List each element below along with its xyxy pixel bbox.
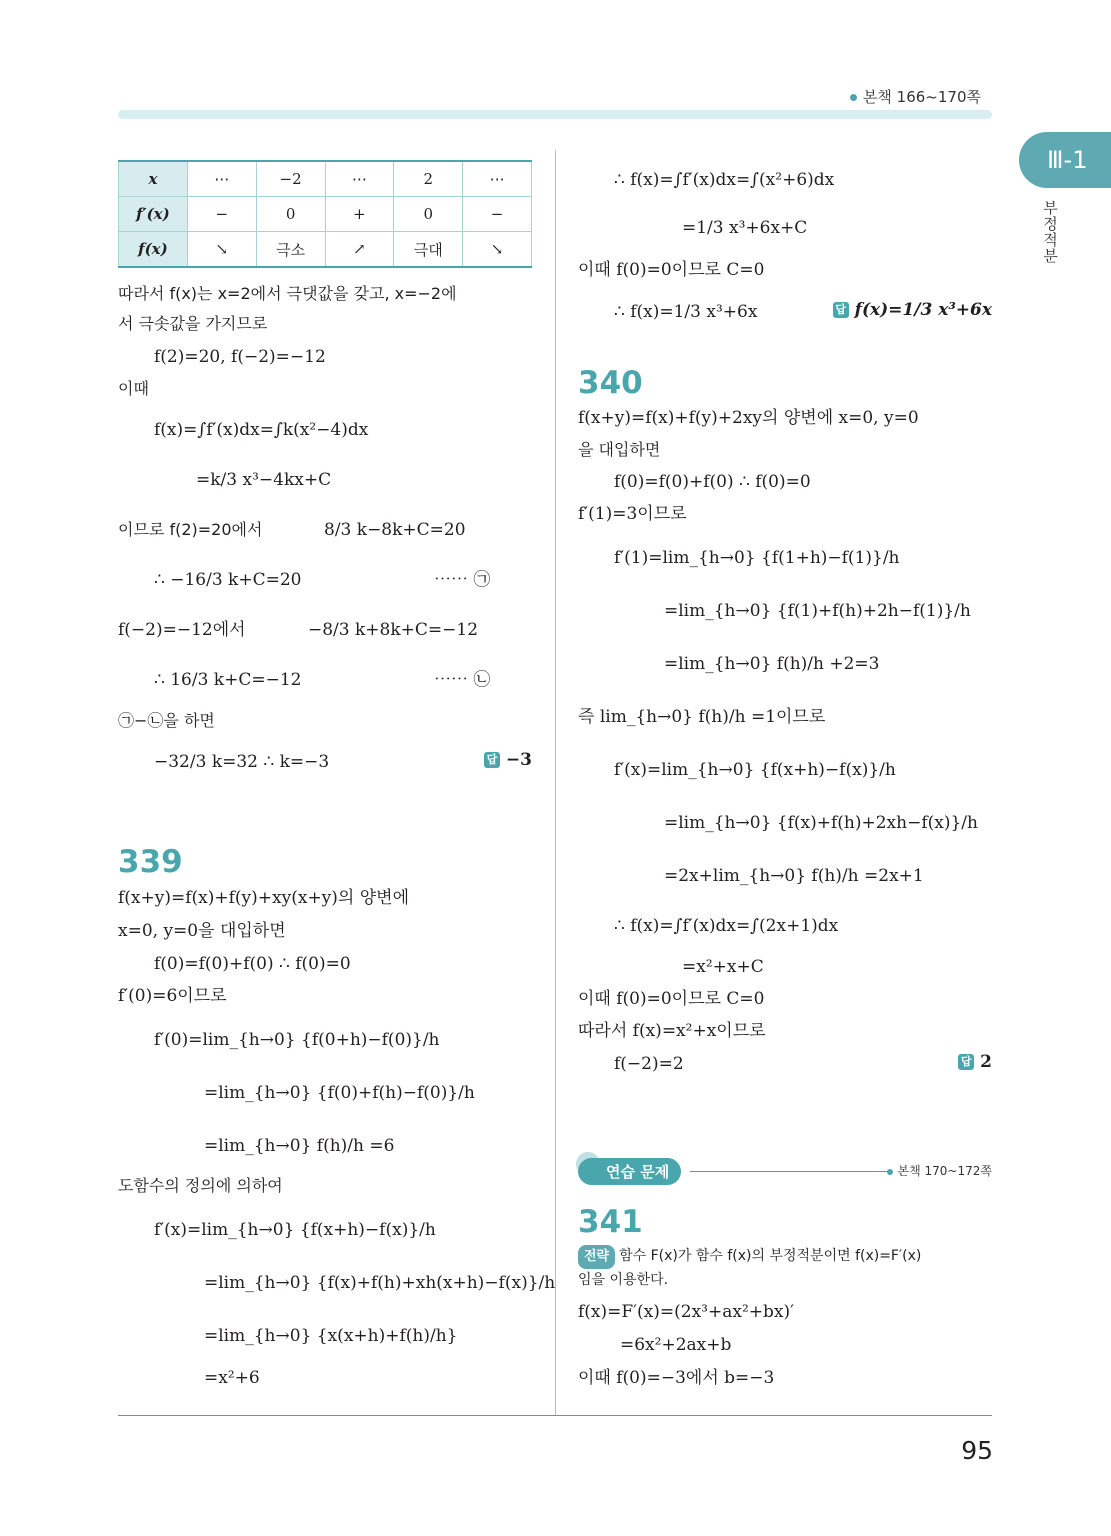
equation-line: =x²+6 [204, 1368, 260, 1388]
answer [484, 750, 532, 770]
strategy-line [578, 1244, 921, 1269]
table-cell: −2 [256, 161, 325, 197]
equation-line: ∴ f(x)=1/3 x³+6x [614, 302, 758, 322]
equation-line: f′(x)=lim_{h→0} {f(x+h)−f(x)}/h [614, 760, 896, 780]
practice-label: 연습 문제 [578, 1158, 681, 1185]
equation-line: 이때 f(0)=−3에서 b=−3 [578, 1368, 775, 1388]
table-cell: f(x) [119, 232, 188, 268]
equation-line: =6x²+2ax+b [620, 1335, 732, 1355]
equation-line: f′(1)=3이므로 [578, 504, 687, 524]
table-row [119, 197, 532, 232]
table-cell: 0 [394, 197, 463, 232]
chapter-tab-label: Ⅲ-1 [1047, 146, 1088, 174]
equation-line: f(x+y)=f(x)+f(y)+2xy의 양변에 x=0, y=0 [578, 408, 919, 428]
equation-marker: ⋯⋯ ㉠ [434, 570, 491, 590]
solution-line: ㉠−㉡을 하면 [118, 711, 215, 730]
equation-line: =2x+lim_{h→0} f(h)/h =2x+1 [664, 866, 924, 886]
equation-line: f′(1)=lim_{h→0} {f(1+h)−f(1)}/h [614, 548, 900, 568]
table-cell: ↗ [325, 232, 394, 268]
table-cell: ↘ [463, 232, 532, 268]
bullet-icon [850, 94, 857, 101]
strategy-line: 임을 이용한다. [578, 1272, 669, 1288]
table-cell: 0 [256, 197, 325, 232]
equation-line: =lim_{h→0} {f(x)+f(h)+xh(x+h)−f(x)}/h [204, 1273, 556, 1293]
header-bar [118, 110, 992, 119]
answer-icon: 답 [833, 302, 849, 318]
solution-line: 도함수의 정의에 의하여 [118, 1176, 283, 1195]
answer-icon: 답 [484, 752, 500, 768]
problem-number: 339 [118, 844, 183, 880]
solution-line: 을 대입하면 [578, 440, 661, 459]
equation-line: f′(x)=lim_{h→0} {f(x+h)−f(x)}/h [154, 1220, 436, 1240]
equation-line: ∴ f(x)=∫f′(x)dx=∫(2x+1)dx [614, 916, 839, 936]
equation-line: 8/3 k−8k+C=20 [324, 520, 466, 540]
equation-line: f′(0)=6이므로 [118, 986, 227, 1006]
practice-banner [578, 1154, 992, 1184]
table-cell: f′(x) [119, 197, 188, 232]
equation-line: =lim_{h→0} {f(1)+f(h)+2h−f(1)}/h [664, 601, 971, 621]
equation-line: f(x)=F′(x)=(2x³+ax²+bx)′ [578, 1302, 794, 1322]
chapter-reference-text: 본책 166~170쪽 [862, 88, 981, 106]
equation-line: =lim_{h→0} {f(0)+f(h)−f(0)}/h [204, 1083, 475, 1103]
table-cell: ⋯ [187, 161, 256, 197]
answer-icon: 답 [958, 1054, 974, 1070]
equation-line: =k/3 x³−4kx+C [196, 470, 332, 490]
solution-line: 따라서 f(x)는 x=2에서 극댓값을 갖고, x=−2에 [118, 284, 457, 303]
equation-line: f(0)=f(0)+f(0) ∴ f(0)=0 [154, 954, 351, 974]
equation-line: 즉 lim_{h→0} f(h)/h =1이므로 [578, 707, 826, 727]
equation-line: =lim_{h→0} {f(x)+f(h)+2xh−f(x)}/h [664, 813, 978, 833]
answer-value: 2 [980, 1052, 992, 1072]
strategy-text: 함수 F(x)가 함수 f(x)의 부정적분이면 f(x)=F′(x) [619, 1248, 922, 1264]
table-row [119, 232, 532, 268]
answer-value: −3 [505, 750, 532, 770]
equation-marker: ⋯⋯ ㉡ [434, 670, 491, 690]
table-cell: 2 [394, 161, 463, 197]
answer [958, 1052, 992, 1072]
equation-line: ∴ f(x)=∫f′(x)dx=∫(x²+6)dx [614, 170, 835, 190]
table-cell: ↘ [187, 232, 256, 268]
practice-rule [690, 1171, 890, 1172]
equation-line: f′(0)=lim_{h→0} {f(0+h)−f(0)}/h [154, 1030, 440, 1050]
bullet-icon [887, 1169, 893, 1175]
equation-line: =lim_{h→0} {x(x+h)+f(h)/h} [204, 1326, 458, 1346]
equation-line: f(x)=∫f′(x)dx=∫k(x²−4)dx [154, 420, 369, 440]
equation-line: f(x+y)=f(x)+f(y)+xy(x+y)의 양변에 [118, 888, 410, 908]
equation-line: 이때 f(0)=0이므로 C=0 [578, 260, 765, 280]
equation-line: x=0, y=0을 대입하면 [118, 921, 286, 941]
table-cell: ⋯ [325, 161, 394, 197]
table-cell: 극소 [256, 232, 325, 268]
table-cell: − [187, 197, 256, 232]
sign-table [118, 160, 532, 268]
equation-line: f(−2)=−12에서 [118, 620, 246, 640]
solution-line: 이때 [118, 379, 149, 398]
equation-line: =lim_{h→0} f(h)/h +2=3 [664, 654, 880, 674]
answer-value: f(x)=1/3 x³+6x [854, 300, 992, 320]
equation-line: f(0)=f(0)+f(0) ∴ f(0)=0 [614, 472, 811, 492]
equation-line: =x²+x+C [682, 957, 764, 977]
table-cell: x [119, 161, 188, 197]
solution-line: 이므로 f(2)=20에서 [118, 520, 263, 539]
strategy-badge: 전략 [578, 1245, 615, 1269]
equation-line: f(2)=20, f(−2)=−12 [154, 347, 326, 367]
table-cell: + [325, 197, 394, 232]
chapter-tab [1019, 132, 1111, 188]
equation-line: =1/3 x³+6x+C [682, 218, 808, 238]
equation-line: =lim_{h→0} f(h)/h =6 [204, 1136, 395, 1156]
problem-number: 341 [578, 1204, 643, 1240]
answer [833, 300, 992, 320]
table-row [119, 161, 532, 197]
equation-line: −8/3 k+8k+C=−12 [308, 620, 479, 640]
table-cell: − [463, 197, 532, 232]
equation-line: 이때 f(0)=0이므로 C=0 [578, 989, 765, 1009]
footer-rule [118, 1415, 992, 1416]
equation-line: ∴ −16/3 k+C=20 [154, 570, 302, 590]
page-number: 95 [961, 1436, 993, 1465]
practice-reference-text: 본책 170~172쪽 [897, 1164, 992, 1178]
solution-line: 서 극솟값을 가지므로 [118, 314, 268, 333]
equation-line: f(−2)=2 [614, 1054, 684, 1074]
column-divider [555, 150, 556, 1416]
table-cell: ⋯ [463, 161, 532, 197]
problem-number: 340 [578, 365, 643, 401]
equation-line: −32/3 k=32 ∴ k=−3 [154, 752, 330, 772]
equation-line: 따라서 f(x)=x²+x이므로 [578, 1021, 766, 1041]
chapter-reference [850, 86, 981, 107]
equation-line: ∴ 16/3 k+C=−12 [154, 670, 302, 690]
section-label: 부정적분 [1041, 200, 1059, 264]
practice-reference [887, 1162, 992, 1179]
table-cell: 극대 [394, 232, 463, 268]
